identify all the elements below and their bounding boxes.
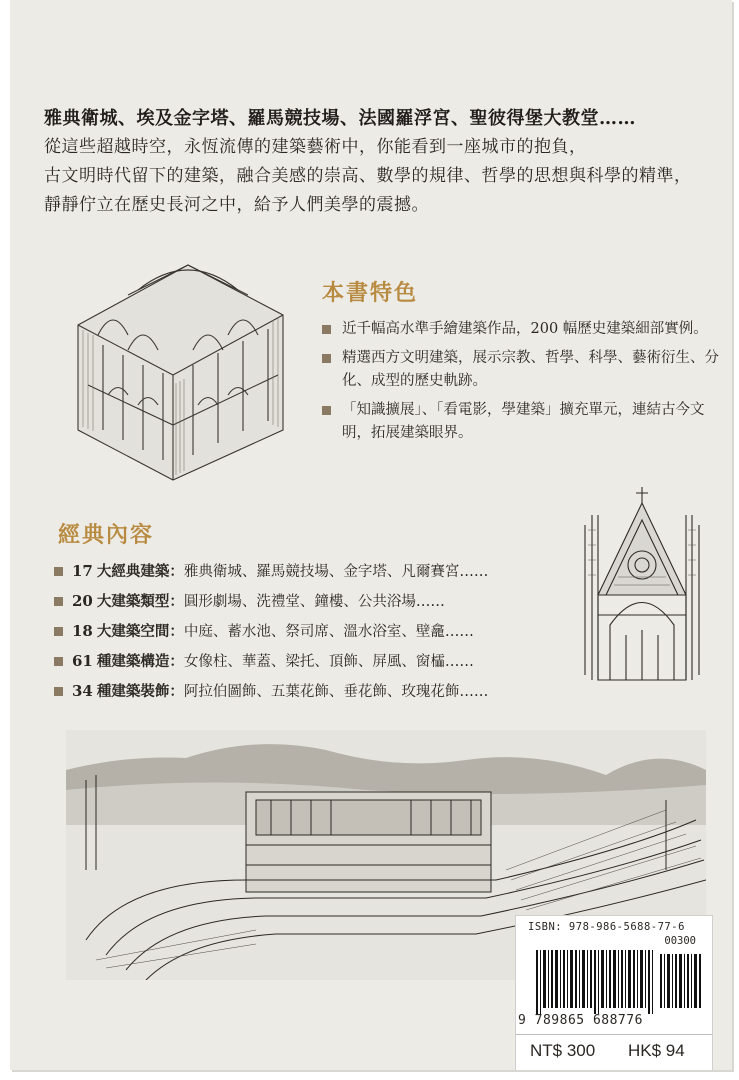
bullet-square-icon xyxy=(322,325,331,334)
feature-item: 「知識擴展」、「看電影，學建築」擴充單元，連結古今文明，拓展建築眼界。 xyxy=(320,399,720,445)
bullet-square-icon xyxy=(322,354,331,363)
intro-text xyxy=(44,104,732,220)
intro-lead: 雅典衛城、埃及金字塔、羅馬競技場、法國羅浮宮、聖彼得堡大教堂…… xyxy=(44,108,636,129)
feature-item: 近千幅高水準手繪建築作品，200 幅歷史建築細部實例。 xyxy=(320,318,720,341)
intro-line: 從這些超越時空，永恆流傳的建築藝術中，你能看到一座城市的抱負， xyxy=(44,137,587,157)
bullet-square-icon xyxy=(54,597,63,606)
bullet-square-icon xyxy=(54,657,63,666)
contents-row: 20 大建築類型：圓形劇場、洗禮堂、鐘樓、公共浴場…… xyxy=(54,588,574,614)
gothic-gable-illustration xyxy=(580,485,705,685)
contents-title: 經典內容 xyxy=(58,522,155,548)
contents-row: 61 種建築構造：女像柱、華蓋、梁托、頂飾、屏風、窗櫺…… xyxy=(54,648,574,674)
barcode-digits: 9 789865 688776 xyxy=(518,1013,643,1028)
price-hk: HK$ 94 xyxy=(628,1041,685,1060)
contents-row: 34 種建築裝飾：阿拉伯圖飾、五葉花飾、垂花飾、玫瑰花飾…… xyxy=(54,678,574,704)
price-row xyxy=(516,1034,712,1069)
contents-list xyxy=(54,558,574,708)
isbn-text: ISBN: 978-986-5688-77-6 xyxy=(528,921,685,933)
bullet-square-icon xyxy=(322,406,331,415)
features-list xyxy=(320,318,720,451)
feature-item: 精選西方文明建築，展示宗教、哲學、科學、藝術衍生、分化、成型的歷史軌跡。 xyxy=(320,347,720,393)
barcode-sticker xyxy=(515,915,713,1070)
cathedral-cutaway-illustration xyxy=(68,255,293,485)
bullet-square-icon xyxy=(54,627,63,636)
features-title: 本書特色 xyxy=(322,280,419,306)
price-nt: NT$ 300 xyxy=(530,1041,596,1060)
intro-line: 古文明時代留下的建築，融合美感的崇高、數學的規律、哲學的思想與科學的精準， xyxy=(44,166,692,186)
intro-line: 靜靜佇立在歷史長河之中，給予人們美學的震撼。 xyxy=(44,195,429,215)
isbn-addon: 00300 xyxy=(664,935,696,947)
bullet-square-icon xyxy=(54,687,63,696)
contents-row: 18 大建築空間：中庭、蓄水池、祭司席、溫水浴室、壁龕…… xyxy=(54,618,574,644)
contents-row: 17 大經典建築：雅典衛城、羅馬競技場、金字塔、凡爾賽宮…… xyxy=(54,558,574,584)
bullet-square-icon xyxy=(54,567,63,576)
barcode-icon xyxy=(536,950,706,1014)
book-back-cover xyxy=(10,0,732,1070)
